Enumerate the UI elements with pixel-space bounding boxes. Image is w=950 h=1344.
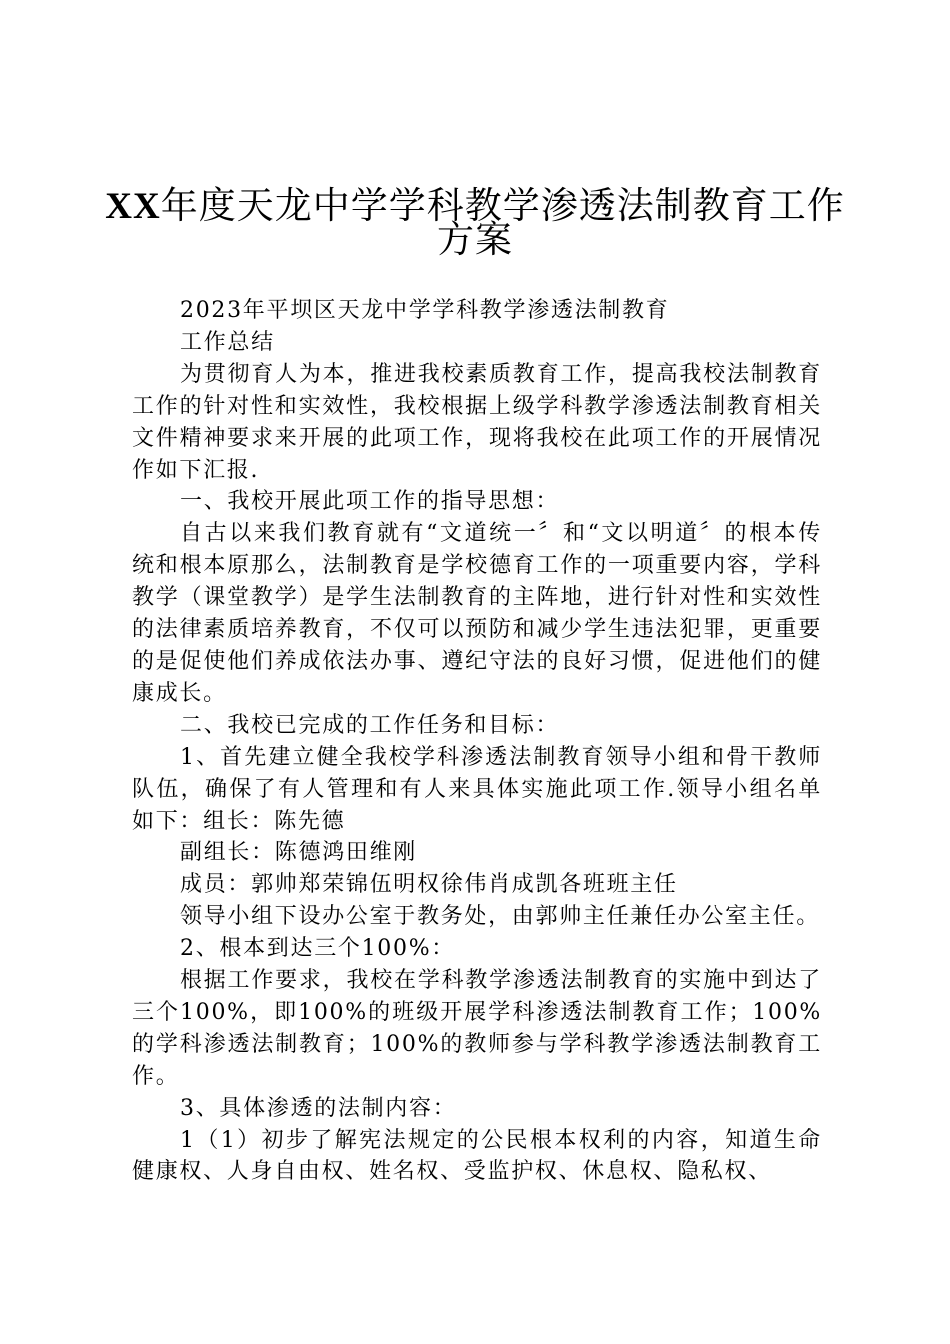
paragraph-heading-line-1: 2023年平坝区天龙中学学科教学渗透法制教育	[180, 298, 670, 323]
paragraph-deputy-leaders: 副组长：陈德鸿田维刚	[180, 840, 418, 866]
document-body	[132, 295, 822, 1188]
paragraph-item-1: 1、首先建立健全我校学科渗透法制教育领导小组和骨干教师队伍，确保了有人管理和有人来具体实施此项工作.领导小组名单如下：组长：陈先德	[132, 744, 822, 834]
paragraph-members: 成员：郭帅郑荣锦伍明权徐伟肖成凯各班班主任	[180, 872, 678, 898]
paragraph-intro: 为贯彻育人为本，推进我校素质教育工作，提高我校法制教育工作的针对性和实效性，我校根据上级学科教学渗透法制教育相关文件精神要求来开展的此项工作，现将我校在此项工作的开展情况作如下汇报.	[132, 361, 822, 483]
paragraph-item-3-body: 1（1）初步了解宪法规定的公民根本权利的内容，知道生命健康权、人身自由权、姓名权、受监护权、休息权、隐私权、	[132, 1127, 822, 1185]
title-prefix: XX	[105, 186, 161, 227]
paragraph-guiding-thought: 自古以来我们教育就有“文道统一〞和“文以明道〞的根本传统和根本原那么，法制教育是学校德育工作的一项重要内容，学科教学（课堂教学）是学生法制教育的主阵地，进行针对性和实效性的法律素质培养教育，不仅可以预防和减少学生违法犯罪，更重要的是促使他们养成依法办事、遵纪守法的良好习惯，促进他们的健康成长。	[132, 521, 822, 706]
paragraph-item-2-body: 根据工作要求，我校在学科教学渗透法制教育的实施中到达了三个100%，即100%的班级开展学科渗透法制教育工作；100%的学科渗透法制教育；100%的教师参与学科教学渗透法制教育工作。	[132, 968, 822, 1089]
section-heading-2: 二、我校已完成的工作任务和目标：	[180, 712, 560, 738]
paragraph-item-2-heading: 2、根本到达三个100%：	[180, 936, 455, 962]
title-text: 年度天龙中学学科教学渗透法制教育工作	[160, 184, 845, 227]
paragraph-office: 领导小组下设办公室于教务处，由郭帅主任兼任办公室主任。	[180, 904, 820, 930]
document-title-line-2: 方案	[437, 218, 513, 261]
section-heading-1: 一、我校开展此项工作的指导思想：	[180, 489, 560, 515]
paragraph-item-3-heading: 3、具体渗透的法制内容：	[180, 1095, 457, 1121]
paragraph-heading-line-2: 工作总结	[180, 329, 275, 355]
